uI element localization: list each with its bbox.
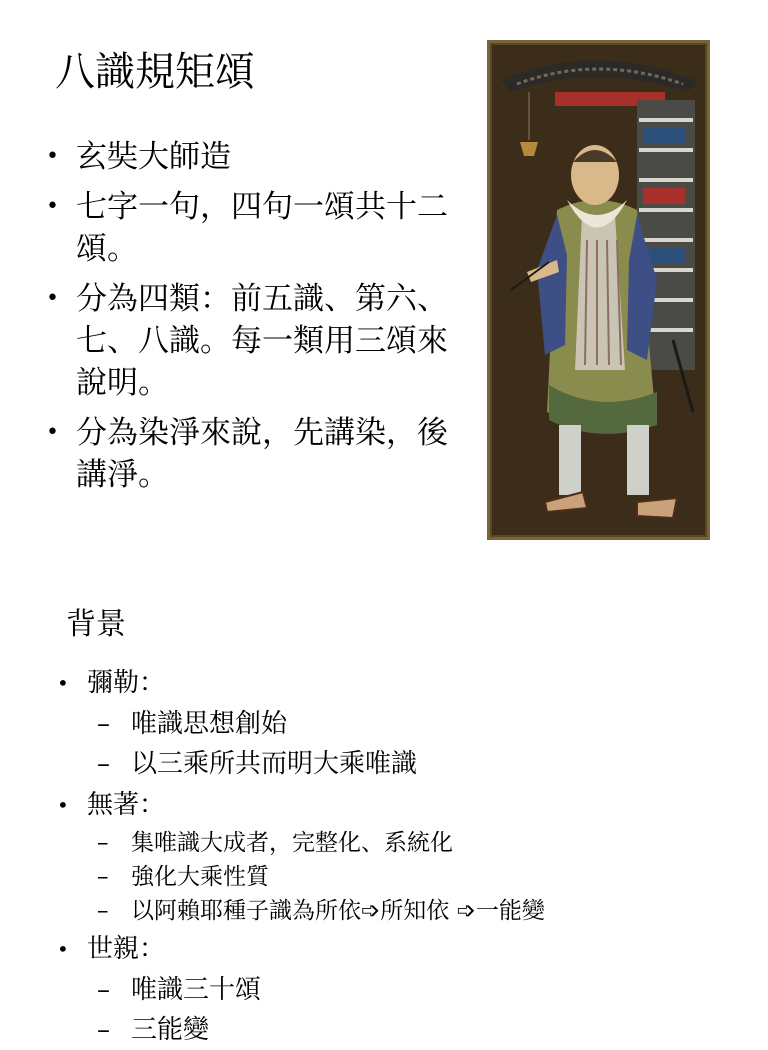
intro-bullet-list [46, 136, 466, 504]
bullet-item [46, 412, 466, 496]
bullet-dot: • [46, 286, 59, 311]
slide-title: 八識規矩頌 [55, 49, 255, 95]
bullet-item-maitreya [57, 662, 737, 784]
bullet-dot: • [57, 937, 69, 961]
sub-list [87, 704, 737, 784]
sub-list [87, 970, 737, 1050]
bullet-text: 分為四類：前五識、第六、七、八識。每一類用三頌來說明。 [76, 281, 448, 401]
dash-marker: – [97, 709, 110, 739]
sub-item-text: 集唯識大成者，完整化、系統化 [131, 830, 453, 856]
dash-marker: – [97, 975, 110, 1005]
sub-item-text: 唯識思想創始 [131, 709, 288, 739]
section-title: 背景 [66, 607, 126, 642]
sub-item [97, 744, 737, 784]
sub-item [97, 826, 737, 860]
sub-list [87, 826, 737, 928]
sub-item-text: 以阿賴耶種子識為所依➩所知依 ➩一能變 [131, 898, 545, 924]
dash-marker: – [97, 1015, 110, 1045]
monk-portrait-image [487, 40, 710, 540]
dash-marker: – [97, 864, 109, 890]
bullet-item [46, 186, 466, 270]
bullet-label: 世親： [87, 934, 166, 964]
sub-item-text: 以三乘所共而明大乘唯識 [131, 749, 418, 779]
bullet-dot: • [46, 144, 59, 169]
sub-item [97, 1010, 737, 1050]
dash-marker: – [97, 830, 109, 856]
bullet-text: 分為染淨來說，先講染，後講淨。 [76, 415, 448, 493]
sub-item [97, 860, 737, 894]
bullet-text: 玄奘大師造 [76, 139, 231, 175]
background-bullet-list [57, 662, 737, 1050]
bullet-dot: • [46, 194, 59, 219]
sub-item-text: 唯識三十頌 [131, 975, 262, 1005]
sub-item [97, 894, 737, 928]
dash-marker: – [97, 898, 109, 924]
sub-item [97, 970, 737, 1010]
bullet-text: 七字一句，四句一頌共十二頌。 [76, 189, 448, 267]
bullet-dot: • [57, 671, 69, 695]
dash-marker: – [97, 749, 110, 779]
sub-item-text: 強化大乘性質 [131, 864, 269, 890]
bullet-item-asanga [57, 784, 737, 928]
bullet-item [46, 136, 466, 178]
bullet-label: 彌勒： [87, 668, 166, 698]
sub-item [97, 704, 737, 744]
bullet-label: 無著： [87, 790, 166, 820]
bullet-dot: • [46, 420, 59, 445]
bullet-dot: • [57, 793, 69, 817]
bullet-item-vasubandhu [57, 928, 737, 1050]
bullet-item [46, 278, 466, 404]
sub-item-text: 三能變 [131, 1015, 210, 1045]
